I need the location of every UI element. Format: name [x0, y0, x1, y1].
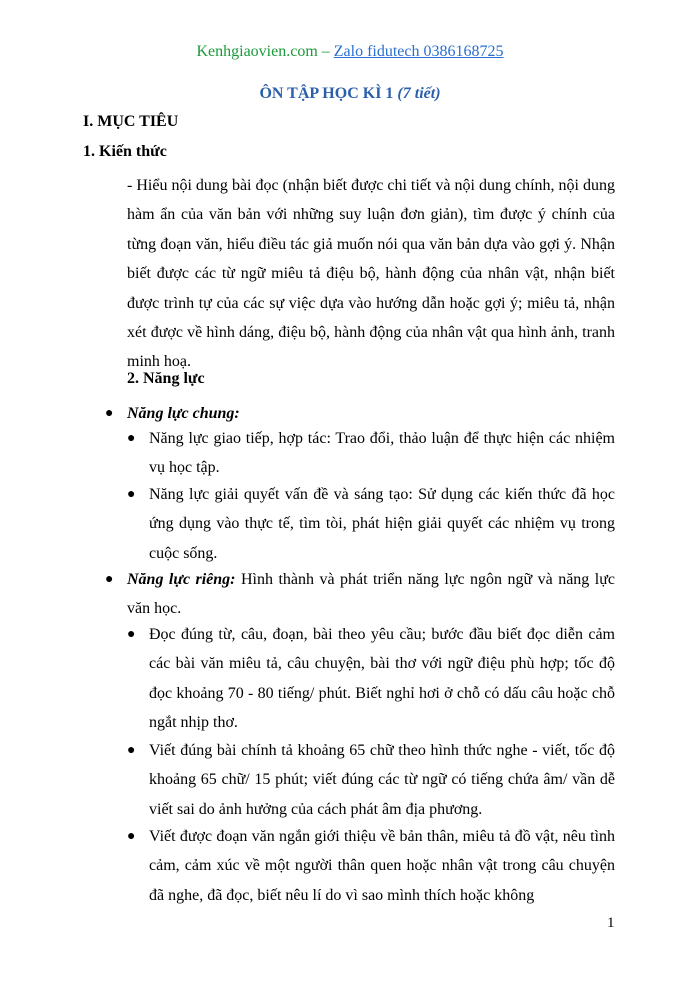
specific-intro: Hình thành và phát triển năng lực ngôn ngữ và năng lực văn học.: [127, 571, 615, 618]
title-main: ÔN TẬP HỌC KÌ 1: [259, 85, 394, 102]
list-item-text: Viết được đoạn văn ngắn giới thiệu về bản thân, miêu tả đồ vật, nêu tình cảm, cảm xúc về một người thân quen hoặc nhân vật trong câu chuyện đã nghe, đã đọc, biết nêu lí do vì sao mình thích hoặc không: [149, 828, 615, 904]
bullet-icon: ●: [127, 487, 136, 502]
page-title: [0, 85, 700, 103]
page-header: [0, 43, 700, 61]
bullet-icon: ●: [105, 406, 114, 421]
bullet-icon: ●: [105, 572, 114, 587]
list-item: [127, 822, 615, 910]
list-item-text: Đọc đúng từ, câu, đoạn, bài theo yêu cầu; bước đầu biết đọc diễn cảm các bài văn miêu tả, câu chuyện, bài thơ với ngữ điệu phù hợp; tốc độ đọc khoảng 70 - 80 tiếng/ phút. Biết nghỉ hơi ở chỗ có dấu câu hoặc chỗ ngắt nhịp thơ.: [149, 626, 615, 732]
list-item: [127, 480, 615, 568]
general-label: Năng lực chung:: [127, 405, 240, 422]
competence-heading: 2. Năng lực: [127, 370, 205, 387]
page-number: 1: [607, 915, 615, 931]
list-item: [127, 424, 615, 483]
knowledge-heading: 1. Kiến thức: [83, 143, 167, 160]
list-item-text: Năng lực giải quyết vấn đề và sáng tạo: Sử dụng các kiến thức đã học ứng dụng vào thực tế, tìm tòi, phát hiện giải quyết các nhiệm vụ trong cuộc sống.: [149, 486, 615, 562]
specific-competence-item: [105, 565, 615, 624]
bullet-icon: ●: [127, 829, 136, 844]
list-item: [127, 620, 615, 738]
knowledge-paragraph: - Hiểu nội dung bài đọc (nhận biết được chi tiết và nội dung chính, nội dung hàm ẩn của văn bản với những suy luận đơn giản), tìm được ý chính của từng đoạn văn, hiểu điều tác giả muốn nói qua văn bản dựa vào gợi ý. Nhận biết được các từ ngữ miêu tả điệu bộ, hành động của nhân vật, nhận biết được trình tự của các sự việc dựa vào hướng dẫn hoặc gợi ý; miêu tả, nhận xét được về hình dáng, điệu bộ, hành động của nhân vật qua hình ảnh, tranh minh hoạ.: [127, 177, 615, 371]
bullet-icon: ●: [127, 431, 136, 446]
specific-label: Năng lực riêng:: [127, 571, 236, 588]
bullet-icon: ●: [127, 627, 136, 642]
zalo-link[interactable]: Zalo fidutech 0386168725: [333, 43, 504, 60]
list-item-text: Năng lực giao tiếp, hợp tác: Trao đổi, thảo luận để thực hiện các nhiệm vụ học tập.: [149, 430, 615, 477]
bullet-icon: ●: [127, 743, 136, 758]
list-item-text: Viết đúng bài chính tả khoảng 65 chữ theo hình thức nghe - viết, tốc độ khoảng 65 chữ/ 15 phút; viết đúng các từ ngữ có tiếng chứa âm/ vần dễ viết sai do ảnh hưởng của cách phát âm địa phương.: [149, 742, 615, 818]
section-heading: I. MỤC TIÊU: [83, 113, 179, 130]
site-name: Kenhgiaovien.com: [196, 43, 318, 60]
list-item: [127, 736, 615, 824]
header-separator: –: [317, 43, 334, 60]
title-sub: (7 tiết): [397, 85, 441, 102]
